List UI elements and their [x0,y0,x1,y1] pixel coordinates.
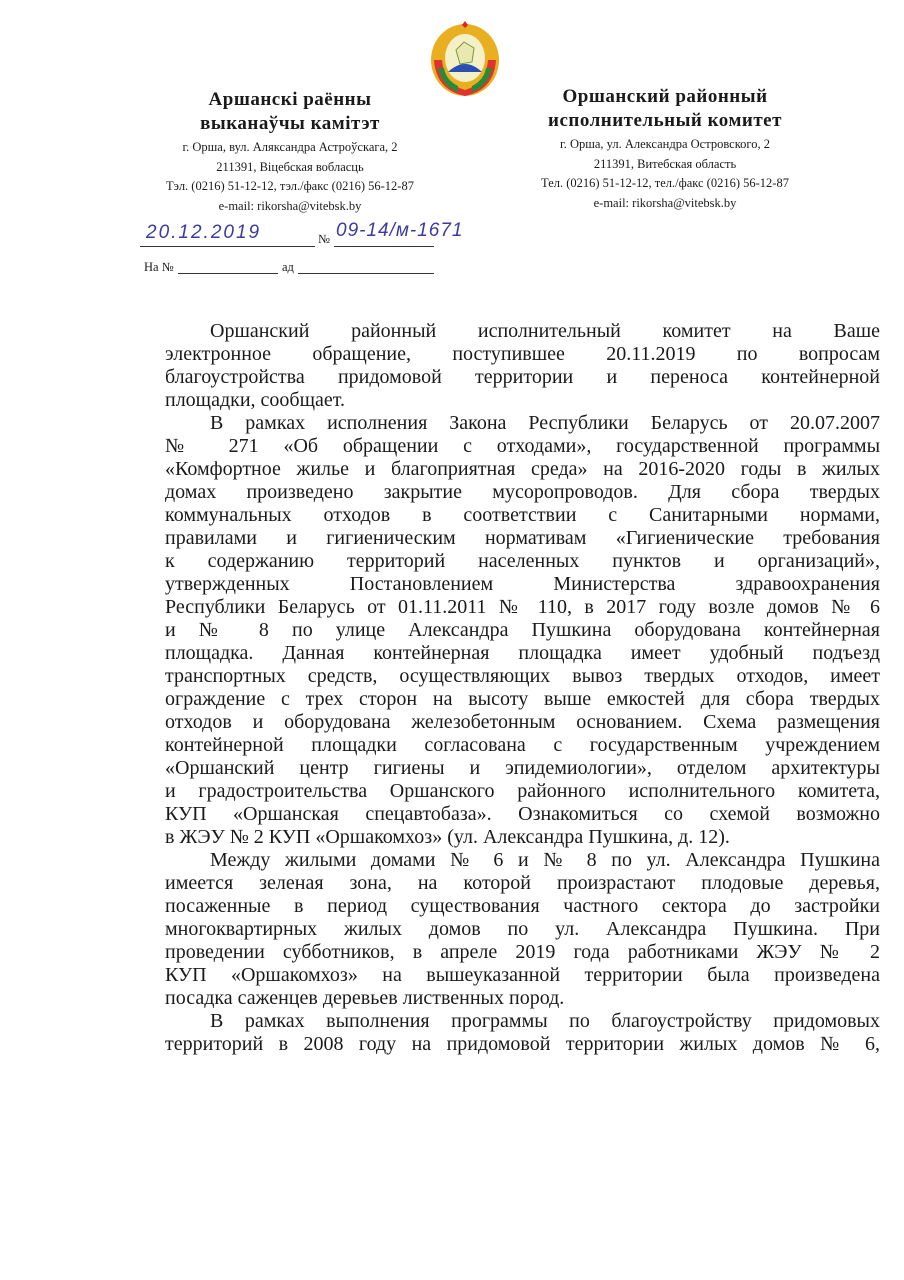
incoming-number-label: На № [144,260,174,274]
number-underline [334,246,434,247]
org-name-ru: исполнительный комитет [548,110,782,131]
outgoing-number: 09-14/м-1671 [336,220,464,241]
paragraph-line: «Комфортное жилье и благоприятная среда» на 2016-2020 годы в жилых [165,458,880,480]
address-line: 211391, Витебская область [593,156,737,171]
org-name-be: Аршанскі раённы [208,89,372,110]
number-label: № [318,232,330,246]
paragraph-line: контейнерной площадки согласована с государственным учреждением [165,734,880,756]
paragraph-line: ограждение с трех сторон на высоту выше емкостей для сбора твердых [165,688,880,710]
paragraph-line: благоустройства придомовой территории и переноса контейнерной [165,366,880,388]
paragraph-line: домах произведено закрытие мусоропроводов. Для сбора твердых [165,481,880,503]
paragraph-line: «Оршанский центр гигиены и эпидемиологии», отделом архитектуры [165,757,880,779]
paragraph-line: многоквартирных жилых домов по ул. Александра Пушкина. При [165,918,880,940]
paragraph-line: посаженные в период существования частного сектора до застройки [165,895,880,917]
paragraph-line: в ЖЭУ № 2 КУП «Оршакомхоз» (ул. Александра Пушкина, д. 12). [165,826,730,848]
date-underline [140,246,315,247]
paragraph-line: территорий в 2008 году на придомовой территории жилых домов № 6, [165,1033,880,1055]
paragraph-line: КУП «Оршакомхоз» на вышеуказанной территории была произведена [165,964,880,986]
paragraph-line: Оршанский районный исполнительный комитет на Ваше [210,320,880,342]
address-line: г. Орша, вул. Аляксандра Астроўскага, 2 [182,140,398,154]
state-emblem-icon [428,20,502,98]
paragraph-line: имеется зеленая зона, на которой произрастают плодовые деревья, [165,872,880,894]
incoming-number-underline [178,273,278,274]
incoming-from-label: ад [282,260,294,274]
header-left [140,88,440,216]
email-line: e-mail: rikorsha@vitebsk.by [218,198,362,213]
paragraph-line: к содержанию территорий населенных пунктов и организаций», [165,550,880,572]
email-line: e-mail: rikorsha@vitebsk.by [593,195,737,210]
phone-line: Тэл. (0216) 51-12-12, тэл./факс (0216) 56-12-87 [166,179,414,193]
paragraph-line: отходов и оборудована железобетонным основанием. Схема размещения [165,711,880,733]
paragraph-line: и № 8 по улице Александра Пушкина оборудована контейнерная [165,619,880,641]
letter-body [165,320,880,1056]
paragraph-line: проведении субботников, в апреле 2019 года работниками ЖЭУ № 2 [165,941,880,963]
paragraph-line: транспортных средств, осуществляющих вывоз твердых отходов, имеет [165,665,880,687]
org-name-ru: Оршанский районный [562,86,768,107]
paragraph-line: Республики Беларусь от 01.11.2011 № 110, в 2017 году возле домов № 6 [165,596,880,618]
header-right [510,85,820,213]
address-line: г. Орша, ул. Александра Островского, 2 [560,137,770,151]
phone-line: Тел. (0216) 51-12-12, тел./факс (0216) 56-12-87 [541,176,789,190]
paragraph-line: и градостроительства Оршанского районного исполнительного комитета, [165,780,880,802]
outgoing-date: 20.12.2019 [146,222,262,243]
paragraph-line: КУП «Оршанская спецавтобаза». Ознакомиться со схемой возможно [165,803,880,825]
incoming-from-underline [298,273,434,274]
paragraph-line: площадки, сообщает. [165,389,345,411]
paragraph-line: Между жилыми домами № 6 и № 8 по ул. Александра Пушкина [210,849,880,871]
paragraph-line: электронное обращение, поступившее 20.11.2019 по вопросам [165,343,880,365]
paragraph-line: посадка саженцев деревьев лиственных пород. [165,987,565,1009]
paragraph-line: коммунальных отходов в соответствии с Санитарными нормами, [165,504,880,526]
paragraph-line: площадка. Данная контейнерная площадка имеет удобный подъезд [165,642,880,664]
paragraph-line: правилами и гигиеническим нормативам «Гигиенические требования [165,527,880,549]
paragraph-line: В рамках выполнения программы по благоустройству придомовых [210,1010,880,1032]
paragraph-line: утвержденных Постановлением Министерства здравоохранения [165,573,880,595]
paragraph-line: В рамках исполнения Закона Республики Беларусь от 20.07.2007 [210,412,880,434]
org-name-be: выканаўчы камітэт [200,113,380,134]
paragraph-line: № 271 «Об обращении с отходами», государственной программы [165,435,880,457]
address-line: 211391, Віцебская вобласць [216,159,364,174]
